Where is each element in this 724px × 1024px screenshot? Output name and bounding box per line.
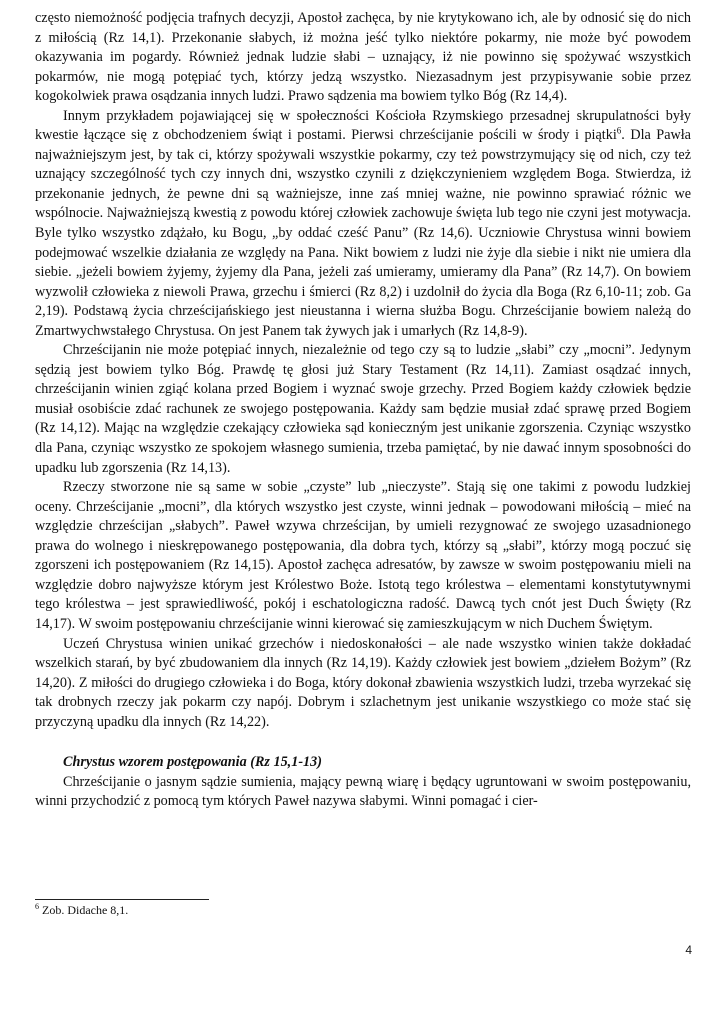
footnote-text: Zob. Didache 8,1. [39, 903, 129, 917]
paragraph-5: Uczeń Chrystusa winien unikać grzechów i niedoskonałości – ale nade wszystko winien także dokładać wszelkich starań, by być zbudowaniem dla innych (Rz 14,19). Każdy człowiek jest bowiem „dziełem Bożym” (Rz 14,20). Z miłości do drugiego człowieka i do Boga, który dokonał zbawienia wszystkich ludzi, trzeba wyrzekać się tak drobnych rzeczy jak pokarm czy napój. Dobrym i szlachetnym jest unikanie wszystkiego co może stać się przyczyną upadku dla innych (Rz 14,22). [35, 635, 691, 730]
paragraph-2-text-before: Innym przykładem pojawiającej się w społeczności Kościoła Rzymskiego przesadnej skrupulatności były kwestie łączące się z obchodzeniem świąt i postami. Pierwsi chrześcijanie pościli w środy i piątki [35, 107, 691, 144]
footnote-reference[interactable]: 6 [616, 125, 622, 136]
footnote-divider [35, 899, 209, 900]
paragraph-1: często niemożność podjęcia trafnych decyzji, Apostoł zachęca, by nie krytykowano ich, ale by odnosić się do nich z miłością (Rz 14,1). Przekonanie słabych, iż można jeść tylko niektóre pokarmy, nie może być powodem okazywania im pogardy. Również jednak ludzie słabi – uznający, iż nie powinno się spożywać wszystkich pokarmów, nie mogą potępiać tych, którzy jedzą wszystko. Niezasadnym jest przypisywanie sobie przez kogokolwiek prawa osądzania innych ludzi. Prawo sądzenia ma bowiem tylko Bóg (Rz 14,4). [35, 10, 691, 105]
paragraph-3: Chrześcijanin nie może potępiać innych, niezależnie od tego czy są to ludzie „słabi” czy „mocni”. Jedynym sędzią jest bowiem tylko Bóg. Prawdę tę głosi już Stary Testament (Rz 14,11). Zamiast osądzać innych, chrześcijanin winien zgiąć kolana przed Bogiem i wyznać swoje grzechy. Przed Bogiem każdy człowiek będzie musiał osobiście zdać rachunek ze swojego postępowania. Każdy sam będzie musiał zdać sprawę przed Bogiem (Rz 14,12). Mając na względzie czekający człowieka sąd konieczným jest unikanie zgorszenia. Czyniąc wszystko dla Pana, czyniąc wszystko ze spokojem własnego sumienia, trzeba pamiętać, by nie dawać innym sposobności do upadku lub zgorszenia (Rz 14,13). [35, 342, 691, 476]
footnote [35, 903, 128, 918]
section-paragraph: Chrześcijanie o jasnym sądzie sumienia, mający pewną wiarę i będący ugruntowani w swoim postępowaniu, winni przychodzić z pomocą tym których Paweł nazywa słabymi. Winni pomagać i cier- [35, 773, 691, 810]
page-number: 4 [685, 943, 692, 957]
section-heading: Chrystus wzorem postępowania (Rz 15,1-13) [63, 754, 322, 771]
page-body [35, 9, 691, 812]
paragraph-2 [35, 107, 691, 342]
paragraph-2-text-after: . Dla Pawła najważniejszym jest, by tak ci, którzy spożywali wszystkie pokarmy, czy też powstrzymujący się od nich, czy też uznający szczególność tych czy innych dni, wszystko czynili z dziękczynieniem względem Boga. Stwierdza, iż przekonanie jednych, że pewne dni są ważniejsze, inne zaś mniej ważne, nie powinno sprawiać różnic we wspólnocie. Najważniejszą kwestią z powodu której człowiek zachowuje święta lub tego nie czyni jest motywacja. Byle tylko wszystko zdążało, ku Bogu, „by oddać cześć Panu” (Rz 14,6). Uczniowie Chrystusa winni bowiem podejmować wszelkie działania ze względy na Pana. Nikt bowiem z ludzi nie żyje dla siebie i nikt nie umiera dla siebie. „jeżeli bowiem żyjemy, żyjemy dla Pana, jeżeli zaś umieramy, umieramy dla Pana” (Rz 14,7). On bowiem wyzwolił człowieka z niewoli Prawa, grzechu i śmierci (Rz 8,2) i uzdolnił do życia dla Boga (Rz 6,10-11; zob. Ga 2,19). Podstawą życia chrześcijańskiego jest nieustanna i wierna służba Bogu. Chrześcijanie bowiem należą do Zmartwychwstałego Chrystusa. On jest Panem tak żywych jak i umarłych (Rz 14,8-9). [35, 127, 691, 339]
paragraph-4: Rzeczy stworzone nie są same w sobie „czyste” lub „nieczyste”. Stają się one takimi z powodu ludzkiej oceny. Chrześcijanie „mocni”, dla których wszystko jest czyste, winni jednak – powodowani miłością – mieć na względzie chrześcijan „słabych”. Paweł wzywa chrześcijan, by umieli rezygnować ze swojego uzasadnionego prawa do wolnego i nieskrępowanego postępowania, dla dobra tych, którzy są „słabi”, którzy mogą poczuć się zgorszeni ich postępowaniem (Rz 14,15). Apostoł zachęca adresatów, by zawsze w swoim postępowaniu mieli na względzie dobro najwyższe którym jest Królestwo Boże. Istotą tego królestwa – elementami konstytutywnymi tego królestwa – jest sprawiedliwość, pokój i eschatologiczna radość. Dawcą tych cnót jest Duch Święty (Rz 14,17). W swoim postępowaniu chrześcijanie winni kierować się zamieszkującym w nich Duchem Świętym. [35, 479, 691, 632]
footnote-number: 6 [35, 902, 39, 911]
